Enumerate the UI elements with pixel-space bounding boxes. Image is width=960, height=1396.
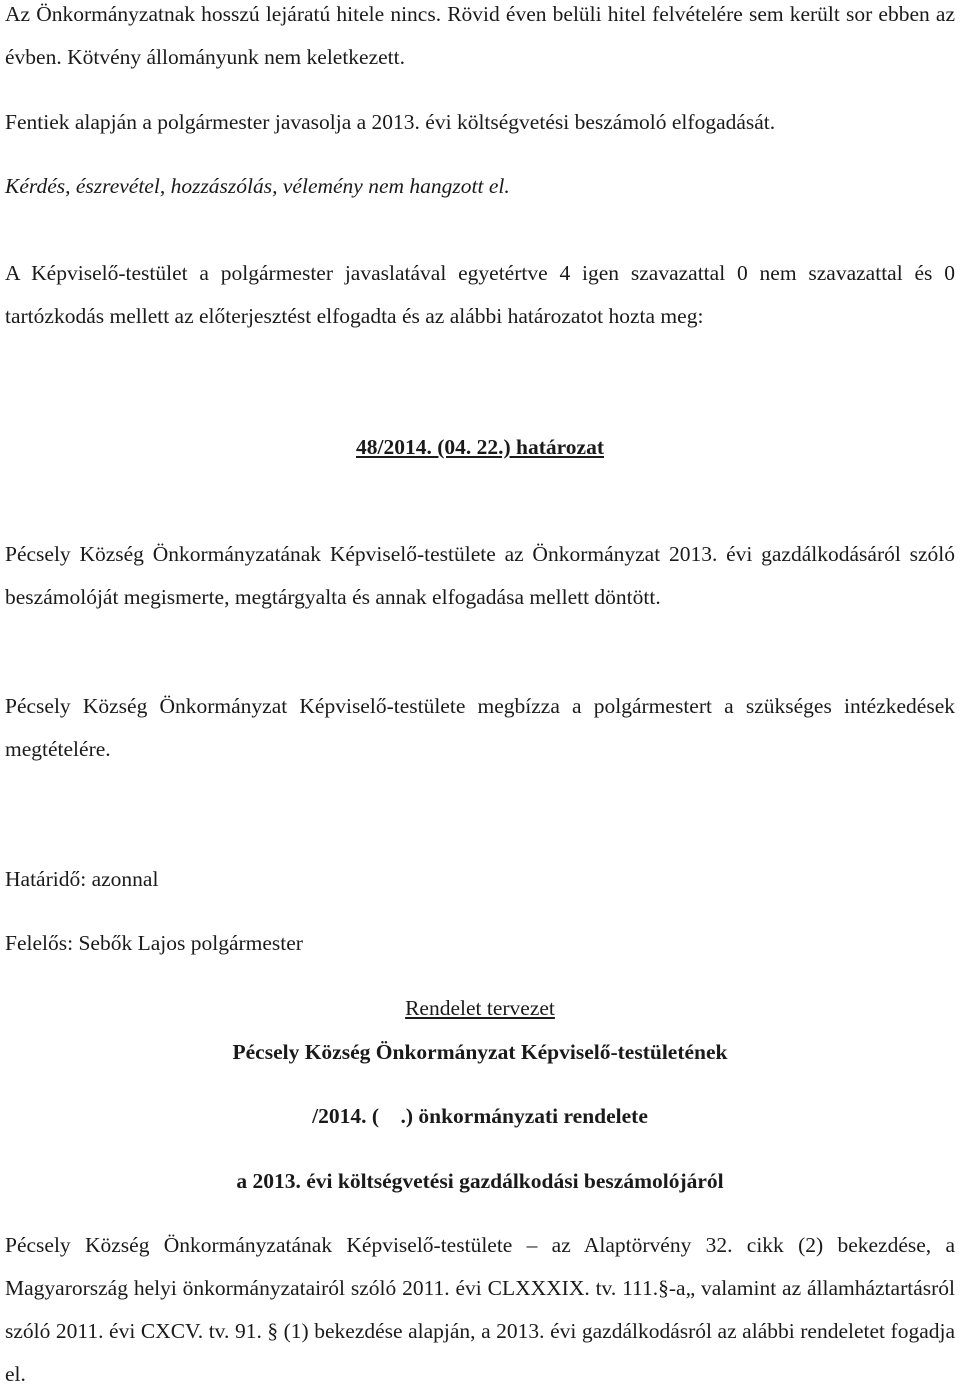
resolution-deadline: Határidő: azonnal (5, 867, 159, 891)
resolution-decision-paragraph: Pécsely Község Önkormányzatának Képviselő-testülete az Önkormányzat 2013. évi gazdálkodásáról szóló beszámolóját megismerte, megtárgyalta és annak elfogadása mellett döntött. (5, 542, 955, 609)
no-comments-paragraph: Kérdés, észrevétel, hozzászólás, vélemény nem hangzott el. (5, 174, 510, 198)
vote-result-paragraph: A Képviselő-testület a polgármester javaslatával egyetértve 4 igen szavazattal 0 nem szavazattal és 0 tartózkodás mellett az előterjesztést elfogadta és az alábbi határozatot hozta meg: (5, 261, 955, 328)
loan-statement-paragraph: Az Önkormányzatnak hosszú lejáratú hitele nincs. Rövid éven belüli hitel felvételére sem került sor ebben az évben. Kötvény állományunk nem keletkezett. (5, 2, 955, 69)
decree-preamble-paragraph: Pécsely Község Önkormányzatának Képviselő-testülete – az Alaptörvény 32. cikk (2) bekezdése, a Magyarország helyi önkormányzatairól szóló 2011. évi CLXXXIX. tv. 111.§-a„ valamint az államháztartásról szóló 2011. évi CXCV. tv. 91. § (1) bekezdése alapján, a 2013. évi gazdálkodásról az alábbi rendeletet fogadja el. (5, 1233, 955, 1386)
resolution-title: 48/2014. (04. 22.) határozat (355, 435, 605, 459)
resolution-mandate-paragraph: Pécsely Község Önkormányzat Képviselő-testülete megbízza a polgármestert a szükséges intézkedések megtételére. (5, 694, 955, 761)
decree-subject: a 2013. évi költségvetési gazdálkodási beszámolójáról (236, 1169, 724, 1193)
resolution-responsible: Felelős: Sebők Lajos polgármester (5, 931, 303, 955)
decree-number: /2014. ( .) önkormányzati rendelete (312, 1104, 648, 1128)
decree-issuer: Pécsely Község Önkormányzat Képviselő-testületének (232, 1040, 728, 1064)
mayor-proposal-paragraph: Fentiek alapján a polgármester javasolja a 2013. évi költségvetési beszámoló elfogadását. (5, 110, 776, 134)
decree-draft-label: Rendelet tervezet (405, 996, 555, 1020)
